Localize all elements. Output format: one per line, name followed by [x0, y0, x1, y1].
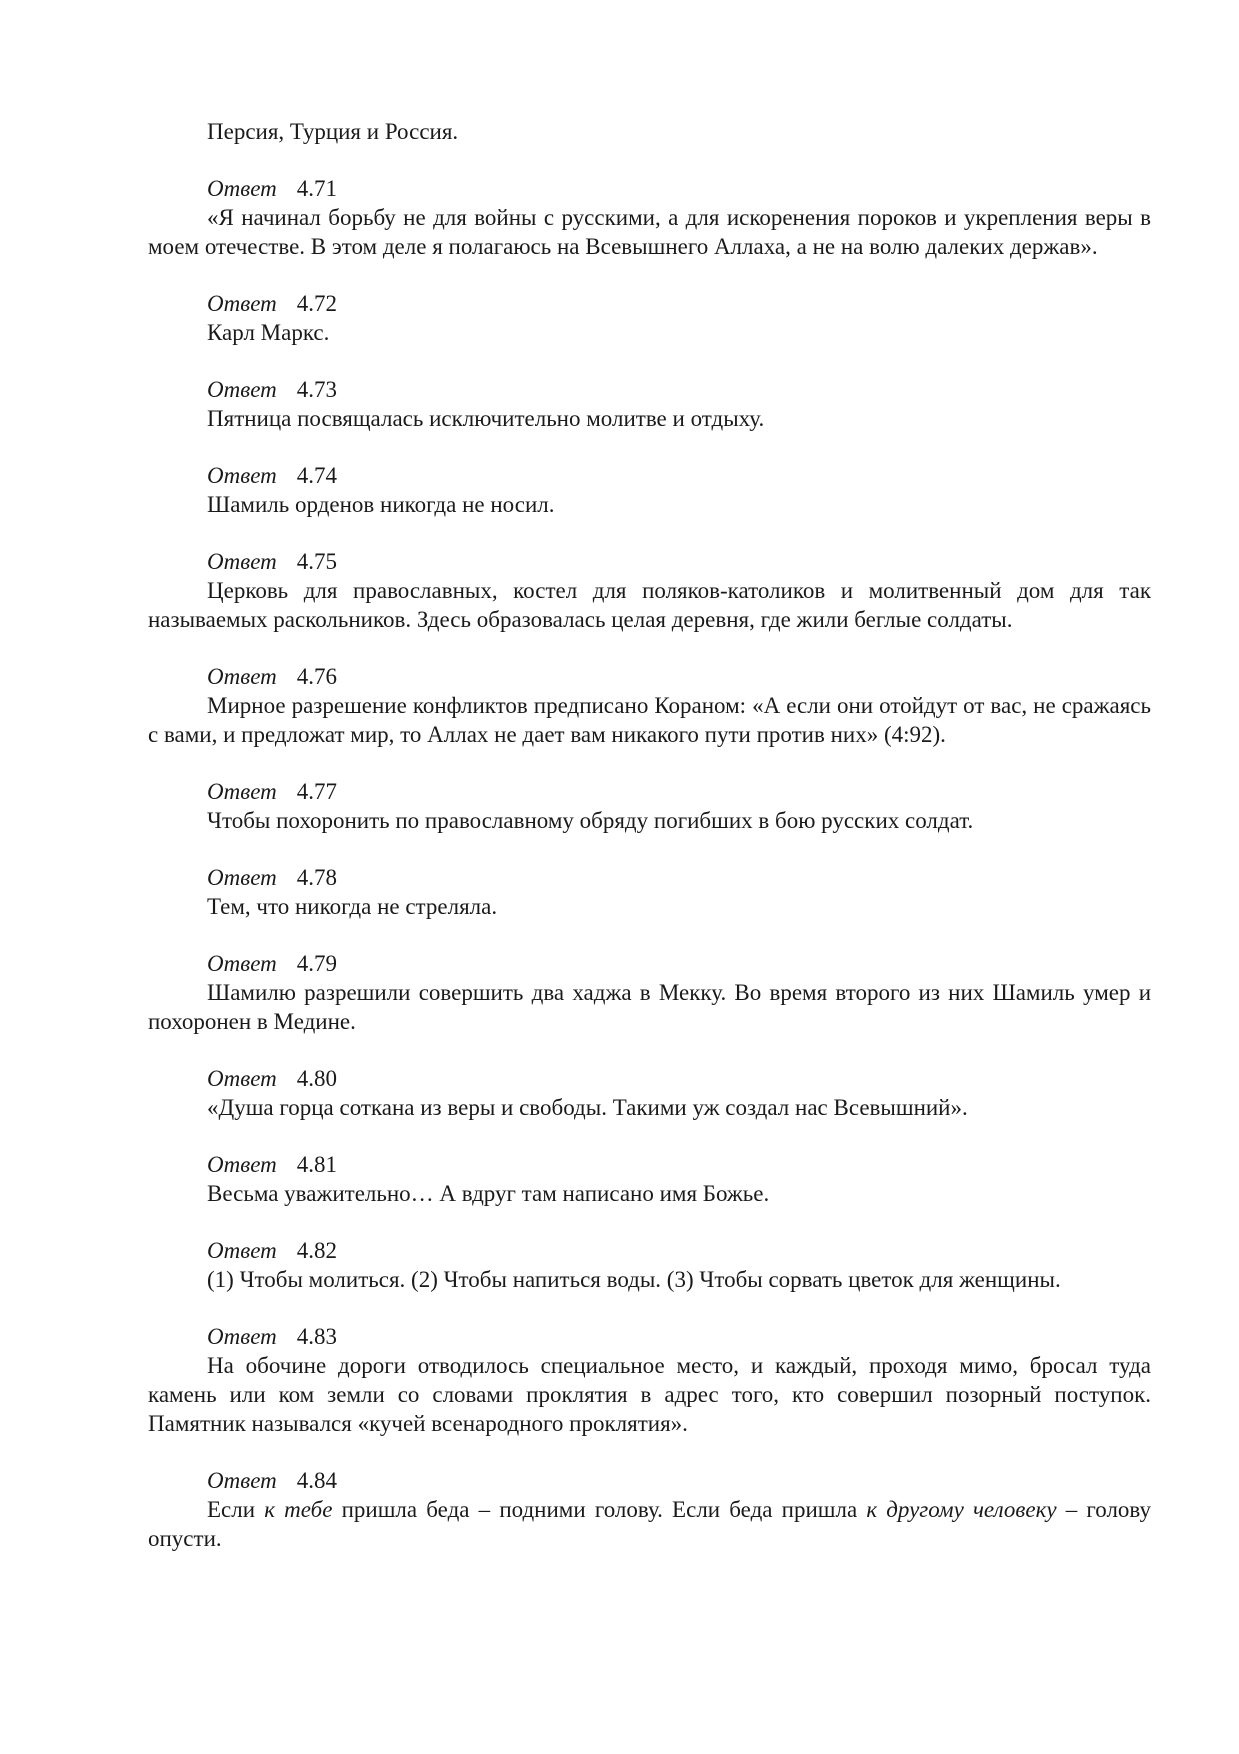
answer-4-74: [148, 461, 1151, 519]
answer-heading: [148, 174, 1151, 203]
answer-heading: [148, 289, 1151, 318]
answer-heading: [148, 863, 1151, 892]
answer-text: Шамилю разрешили совершить два хаджа в Мекку. Во время второго из них Шамиль умер и похоронен в Медине.: [148, 980, 1151, 1034]
answer-4-77: [148, 777, 1151, 835]
answer-text: Карл Маркс.: [207, 320, 330, 345]
answer-heading: [148, 461, 1151, 490]
answer-number: 4.77: [296, 779, 337, 804]
answer-number: 4.76: [296, 664, 337, 689]
answer-text: Весьма уважительно… А вдруг там написано имя Божье.: [207, 1181, 770, 1206]
answer-text: (1) Чтобы молиться. (2) Чтобы напиться воды. (3) Чтобы сорвать цветок для женщины.: [207, 1267, 1061, 1292]
answer-text-italic-part: к другому человеку: [866, 1497, 1057, 1522]
answer-number: 4.83: [296, 1324, 337, 1349]
answer-label: Ответ: [207, 549, 277, 574]
answer-number: 4.81: [296, 1152, 337, 1177]
answer-text: Пятница посвящалась исключительно молитве и отдыху.: [207, 406, 765, 431]
answer-4-80: [148, 1064, 1151, 1122]
answer-text: Чтобы похоронить по православному обряду погибших в бою русских солдат.: [207, 808, 974, 833]
answer-text: Тем, что никогда не стреляла.: [207, 894, 498, 919]
answer-heading: [148, 1150, 1151, 1179]
answer-label: Ответ: [207, 1468, 277, 1493]
answer-label: Ответ: [207, 779, 277, 804]
answer-label: Ответ: [207, 1066, 277, 1091]
answer-label: Ответ: [207, 176, 277, 201]
answer-number: 4.82: [296, 1238, 337, 1263]
answer-text-part: – голову опусти.: [148, 1497, 1151, 1551]
answer-label: Ответ: [207, 664, 277, 689]
answer-label: Ответ: [207, 463, 277, 488]
answer-label: Ответ: [207, 377, 277, 402]
answer-heading: [148, 375, 1151, 404]
answer-heading: [148, 662, 1151, 691]
answer-text: Мирное разрешение конфликтов предписано Кораном: «А если они отойдут от вас, не сражаясь с вами, и предложат мир, то Аллах не дает вам никакого пути против них» (4:92).: [148, 693, 1151, 747]
answer-text: На обочине дороги отводилось специальное место, и каждый, проходя мимо, бросал туда камень или ком земли со словами проклятия в адрес того, кто совершил позорный поступок. Памятник назывался «кучей всенародного проклятия».: [148, 1353, 1151, 1436]
answer-label: Ответ: [207, 291, 277, 316]
answer-number: 4.78: [296, 865, 337, 890]
answer-label: Ответ: [207, 1238, 277, 1263]
answer-text: «Душа горца соткана из веры и свободы. Такими уж создал нас Всевышний».: [207, 1095, 968, 1120]
answer-4-73: [148, 375, 1151, 433]
answer-4-79: [148, 949, 1151, 1036]
answer-text-part: Если: [207, 1497, 265, 1522]
answer-heading: [148, 949, 1151, 978]
answer-heading: [148, 547, 1151, 576]
answer-text: [148, 1495, 1151, 1553]
answer-label: Ответ: [207, 951, 277, 976]
answer-text: Церковь для православных, костел для поляков-католиков и молитвенный дом для так называемых раскольников. Здесь образовалась целая деревня, где жили беглые солдаты.: [148, 578, 1151, 632]
answer-label: Ответ: [207, 865, 277, 890]
answer-heading: [148, 777, 1151, 806]
page-content: [148, 117, 1151, 1581]
answer-number: 4.73: [296, 377, 337, 402]
answer-heading: [148, 1322, 1151, 1351]
answer-4-75: [148, 547, 1151, 634]
answer-4-71: [148, 174, 1151, 261]
answer-number: 4.75: [296, 549, 337, 574]
answer-number: 4.80: [296, 1066, 337, 1091]
answer-text-part: пришла беда – подними голову. Если беда пришла: [332, 1497, 867, 1522]
answer-text: «Я начинал борьбу не для войны с русскими, а для искоренения пороков и укрепления веры в моем отечестве. В этом деле я полагаюсь на Всевышнего Аллаха, а не на волю далеких держав».: [148, 205, 1151, 259]
answer-number: 4.79: [296, 951, 337, 976]
answer-heading: [148, 1466, 1151, 1495]
answer-text: Шамиль орденов никогда не носил.: [207, 492, 555, 517]
answer-number: 4.84: [296, 1468, 337, 1493]
answer-number: 4.71: [296, 176, 337, 201]
answer-4-84: [148, 1466, 1151, 1553]
answer-4-82: [148, 1236, 1151, 1294]
answer-number: 4.74: [296, 463, 337, 488]
answer-4-81: [148, 1150, 1151, 1208]
answer-4-78: [148, 863, 1151, 921]
answer-4-83: [148, 1322, 1151, 1438]
answer-heading: [148, 1236, 1151, 1265]
answer-4-76: [148, 662, 1151, 749]
answer-4-72: [148, 289, 1151, 347]
answer-number: 4.72: [296, 291, 337, 316]
answer-label: Ответ: [207, 1152, 277, 1177]
answer-heading: [148, 1064, 1151, 1093]
answer-label: Ответ: [207, 1324, 277, 1349]
intro-text: Персия, Турция и Россия.: [207, 119, 459, 144]
answer-text-italic-part: к тебе: [264, 1497, 333, 1522]
